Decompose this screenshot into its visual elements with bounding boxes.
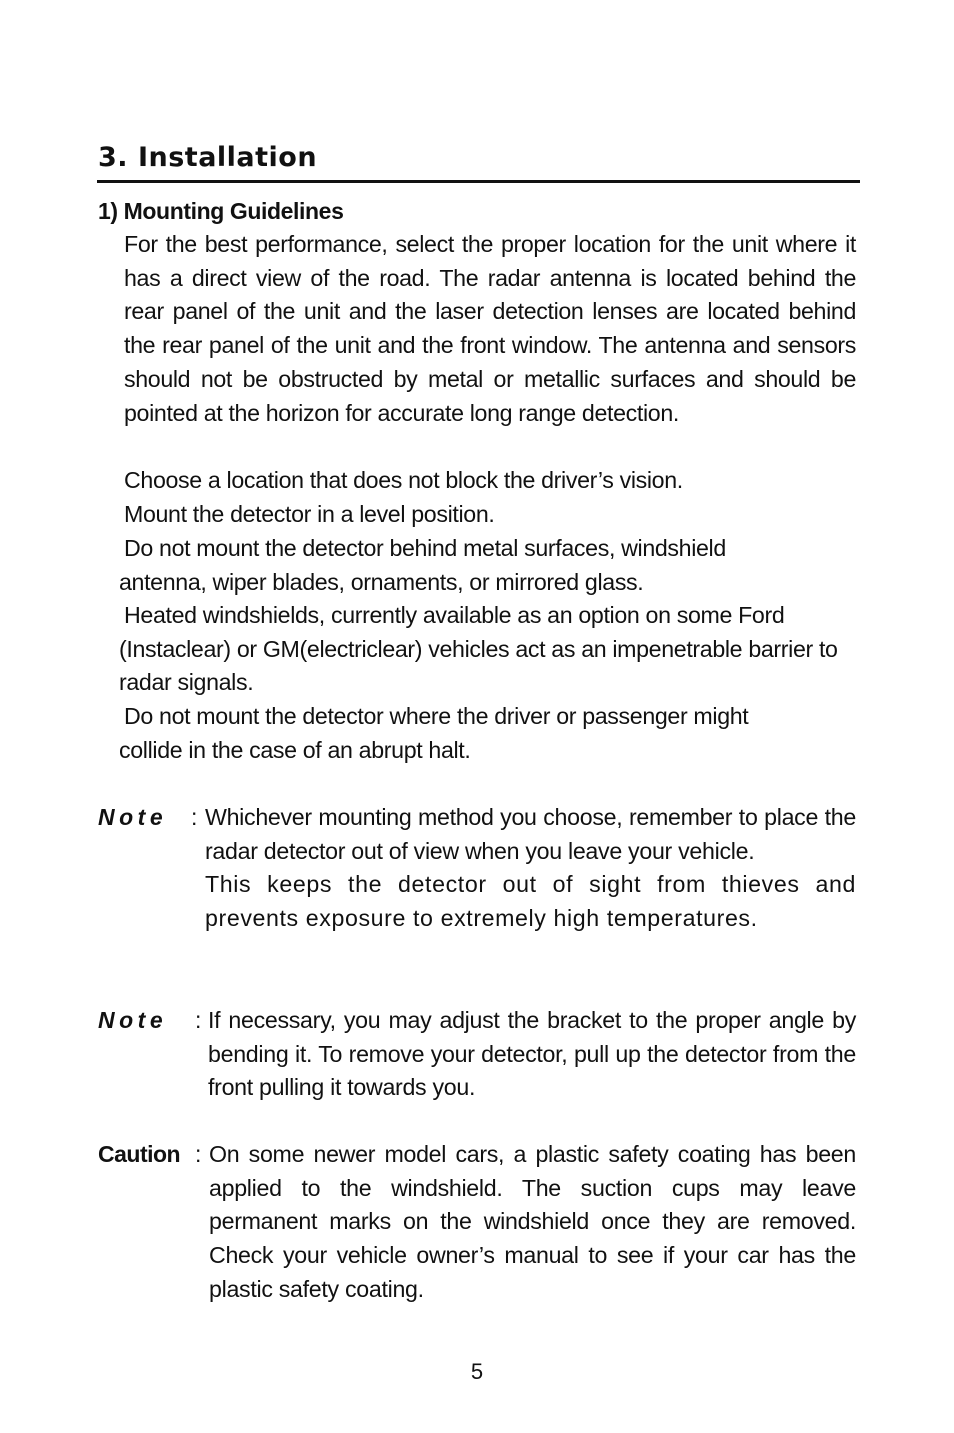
- guideline-item: Do not mount the detector where the driver or passenger might collide in the case of an abrupt halt.: [119, 703, 749, 763]
- guideline-item: Choose a location that does not block the driver’s vision.: [124, 467, 683, 493]
- note-body: [208, 1004, 856, 1105]
- page-number: 5: [470, 1359, 484, 1384]
- guideline-item: Heated windshields, currently available as an option on some Ford (Instaclear) or GM(electriclear) vehicles act as an impenetrable barrier to radar signals.: [119, 602, 838, 696]
- note-colon: :: [191, 804, 198, 830]
- caution-colon: :: [195, 1141, 202, 1167]
- guideline-item: Mount the detector in a level position.: [124, 501, 495, 527]
- note-paragraph: If necessary, you may adjust the bracket to the proper angle by bending it. To remove your detector, pull up the detector from the front pulling it towards you.: [208, 1007, 856, 1101]
- note-paragraph: This keeps the detector out of sight from thieves and prevents exposure to extremely high temperatures.: [205, 871, 856, 932]
- title-underline-rule: [97, 180, 860, 183]
- caution-body: [209, 1138, 856, 1307]
- mounting-guidelines-heading: 1) Mounting Guidelines: [98, 198, 344, 224]
- caution-paragraph: On some newer model cars, a plastic safety coating has been applied to the windshield. The suction cups may leave permanent marks on the windshield once they are removed. Check your vehicle owner’s manual to see if your car has the plastic safety coating.: [209, 1141, 856, 1302]
- guideline-item: Do not mount the detector behind metal surfaces, windshield antenna, wiper blades, ornaments, or mirrored glass.: [119, 535, 726, 595]
- section-title: 3. Installation: [98, 142, 318, 173]
- note-label: Note: [98, 1007, 168, 1033]
- note-body: [205, 801, 856, 936]
- note-label: Note: [98, 804, 168, 830]
- caution-label: Caution: [98, 1141, 181, 1167]
- mounting-intro-paragraph: For the best performance, select the proper location for the unit where it has a direct view of the road. The radar antenna is located behind the rear panel of the unit and the laser detection lenses are located behind the rear panel of the unit and the front window. The antenna and sensors should not be obstructed by metal or metallic surfaces and should be pointed at the horizon for accurate long range detection.: [124, 231, 856, 426]
- note-block: [98, 1004, 856, 1109]
- caution-block: [98, 1138, 856, 1313]
- note-colon: :: [195, 1007, 202, 1033]
- note-block: [98, 801, 856, 971]
- note-paragraph: Whichever mounting method you choose, remember to place the radar detector out of view when you leave your vehicle.: [205, 804, 856, 864]
